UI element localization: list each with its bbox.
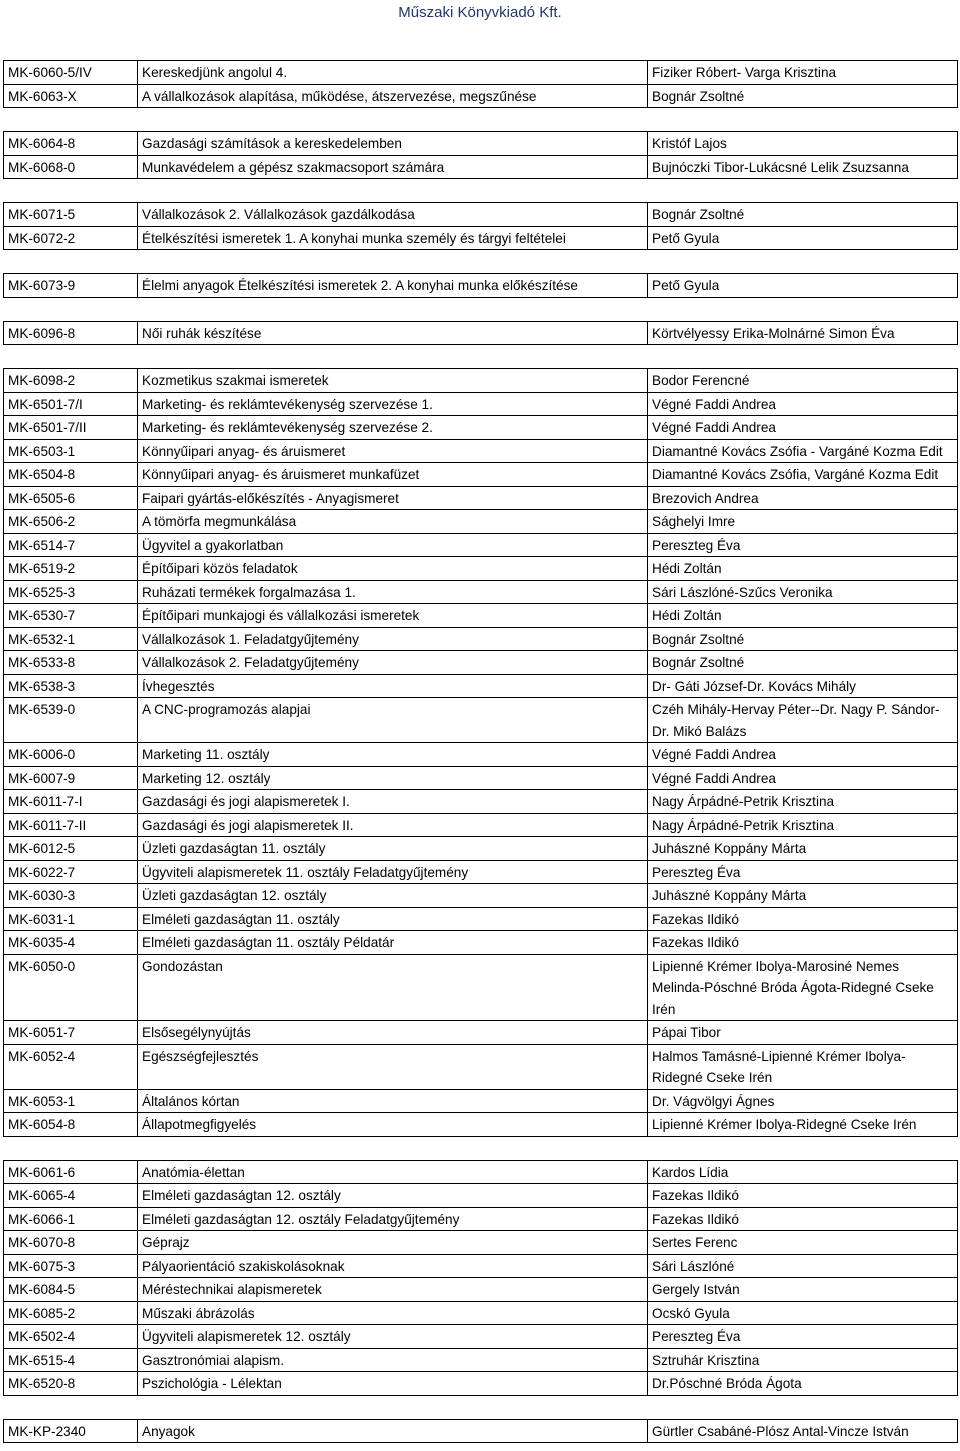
book-author-cell: Nagy Árpádné-Petrik Krisztina: [648, 790, 958, 814]
table-row: [4, 533, 958, 557]
table-row: [4, 907, 958, 931]
table-row: [4, 203, 958, 227]
book-code-cell: MK-6007-9: [4, 766, 138, 790]
book-author-cell: Bognár Zsoltné: [648, 627, 958, 651]
book-author-cell: Pető Gyula: [648, 226, 958, 250]
book-catalog-table: [3, 60, 958, 1443]
book-author-cell: Diamantné Kovács Zsófia - Vargáné Kozma Edit: [648, 439, 958, 463]
book-code-cell: MK-6011-7-II: [4, 813, 138, 837]
table-row: [4, 369, 958, 393]
book-title-cell: Faipari gyártás-előkészítés - Anyagismeret: [138, 486, 648, 510]
table-row: [4, 1278, 958, 1302]
book-author-cell: Lipienné Krémer Ibolya-Ridegné Cseke Irén: [648, 1113, 958, 1137]
book-author-cell: Sághelyi Imre: [648, 510, 958, 534]
table-row: [4, 486, 958, 510]
book-author-cell: Diamantné Kovács Zsófia, Vargáné Kozma Edit: [648, 463, 958, 487]
spacer-cell: [4, 250, 138, 274]
book-title-cell: Gondozástan: [138, 954, 648, 1021]
spacer-cell: [648, 1136, 958, 1160]
spacer-cell: [138, 250, 648, 274]
table-row: [4, 674, 958, 698]
table-row: [4, 321, 958, 345]
book-title-cell: Egészségfejlesztés: [138, 1044, 648, 1089]
table-row: [4, 766, 958, 790]
book-author-cell: Hédi Zoltán: [648, 557, 958, 581]
book-code-cell: MK-6519-2: [4, 557, 138, 581]
book-author-cell: Ocskó Gyula: [648, 1301, 958, 1325]
book-title-cell: Marketing 11. osztály: [138, 743, 648, 767]
book-author-cell: Bognár Zsoltné: [648, 84, 958, 108]
book-title-cell: Építőipari közös feladatok: [138, 557, 648, 581]
spacer-row: [4, 108, 958, 132]
book-code-cell: MK-6065-4: [4, 1184, 138, 1208]
spacer-cell: [138, 1395, 648, 1419]
table-row: [4, 743, 958, 767]
spacer-cell: [648, 250, 958, 274]
spacer-cell: [648, 1395, 958, 1419]
book-code-cell: MK-6085-2: [4, 1301, 138, 1325]
book-title-cell: A tömörfa megmunkálása: [138, 510, 648, 534]
table-row: [4, 790, 958, 814]
table-row: [4, 84, 958, 108]
table-row: [4, 1021, 958, 1045]
book-title-cell: Könnyűipari anyag- és áruismeret munkafüzet: [138, 463, 648, 487]
book-title-cell: Élelmi anyagok Ételkészítési ismeretek 2. A konyhai munka előkészítése: [138, 274, 648, 298]
table-row: [4, 1160, 958, 1184]
book-code-cell: MK-6060-5/IV: [4, 61, 138, 85]
book-code-cell: MK-6073-9: [4, 274, 138, 298]
book-author-cell: Nagy Árpádné-Petrik Krisztina: [648, 813, 958, 837]
book-author-cell: Pápai Tibor: [648, 1021, 958, 1045]
table-row: [4, 698, 958, 743]
book-code-cell: MK-6064-8: [4, 132, 138, 156]
book-code-cell: MK-6053-1: [4, 1089, 138, 1113]
book-code-cell: MK-6502-4: [4, 1325, 138, 1349]
book-code-cell: MK-6098-2: [4, 369, 138, 393]
spacer-cell: [4, 1395, 138, 1419]
book-code-cell: MK-6011-7-I: [4, 790, 138, 814]
table-row: [4, 1419, 958, 1443]
book-author-cell: Sári Lászlóné: [648, 1254, 958, 1278]
book-code-cell: MK-6030-3: [4, 884, 138, 908]
table-row: [4, 604, 958, 628]
book-title-cell: Méréstechnikai alapismeretek: [138, 1278, 648, 1302]
book-code-cell: MK-6520-8: [4, 1372, 138, 1396]
book-title-cell: Marketing- és reklámtevékenység szervezése 2.: [138, 416, 648, 440]
book-code-cell: MK-6075-3: [4, 1254, 138, 1278]
book-code-cell: MK-6501-7/II: [4, 416, 138, 440]
book-author-cell: Fazekas Ildikó: [648, 931, 958, 955]
table-row: [4, 651, 958, 675]
spacer-cell: [648, 108, 958, 132]
book-title-cell: Állapotmegfigyelés: [138, 1113, 648, 1137]
book-code-cell: MK-6506-2: [4, 510, 138, 534]
book-title-cell: Üzleti gazdaságtan 12. osztály: [138, 884, 648, 908]
book-title-cell: Elméleti gazdaságtan 12. osztály: [138, 1184, 648, 1208]
book-code-cell: MK-6066-1: [4, 1207, 138, 1231]
page-header: Műszaki Könyvkiadó Kft.: [398, 4, 562, 21]
book-author-cell: Végné Faddi Andrea: [648, 416, 958, 440]
book-code-cell: MK-6072-2: [4, 226, 138, 250]
book-code-cell: MK-6022-7: [4, 860, 138, 884]
book-author-cell: Bodor Ferencné: [648, 369, 958, 393]
book-code-cell: MK-6539-0: [4, 698, 138, 743]
book-title-cell: Gasztronómiai alapism.: [138, 1348, 648, 1372]
book-author-cell: Brezovich Andrea: [648, 486, 958, 510]
book-author-cell: Lipienné Krémer Ibolya-Marosiné Nemes Melinda-Póschné Bróda Ágota-Ridegné Cseke Irén: [648, 954, 958, 1021]
spacer-row: [4, 1136, 958, 1160]
book-author-cell: Hédi Zoltán: [648, 604, 958, 628]
book-code-cell: MK-6530-7: [4, 604, 138, 628]
book-title-cell: Ügyviteli alapismeretek 12. osztály: [138, 1325, 648, 1349]
book-author-cell: Pető Gyula: [648, 274, 958, 298]
book-code-cell: MK-KP-2340: [4, 1419, 138, 1443]
book-code-cell: MK-6096-8: [4, 321, 138, 345]
book-author-cell: Fazekas Ildikó: [648, 1207, 958, 1231]
table-row: [4, 627, 958, 651]
book-code-cell: MK-6051-7: [4, 1021, 138, 1045]
book-author-cell: Végné Faddi Andrea: [648, 743, 958, 767]
spacer-cell: [4, 108, 138, 132]
book-code-cell: MK-6503-1: [4, 439, 138, 463]
book-author-cell: Dr. Vágvölgyi Ágnes: [648, 1089, 958, 1113]
spacer-cell: [4, 1136, 138, 1160]
table-row: [4, 463, 958, 487]
spacer-cell: [4, 345, 138, 369]
book-author-cell: Czéh Mihály-Hervay Péter--Dr. Nagy P. Sándor-Dr. Mikó Balázs: [648, 698, 958, 743]
book-title-cell: Elméleti gazdaságtan 12. osztály Feladatgyűjtemény: [138, 1207, 648, 1231]
spacer-cell: [138, 1136, 648, 1160]
table-row: [4, 931, 958, 955]
table-row: [4, 813, 958, 837]
spacer-cell: [138, 345, 648, 369]
table-row: [4, 1348, 958, 1372]
book-author-cell: Bognár Zsoltné: [648, 203, 958, 227]
book-title-cell: Általános kórtan: [138, 1089, 648, 1113]
table-row: [4, 1372, 958, 1396]
table-row: [4, 1089, 958, 1113]
book-title-cell: Gazdasági számítások a kereskedelemben: [138, 132, 648, 156]
book-title-cell: Üzleti gazdaságtan 11. osztály: [138, 837, 648, 861]
book-author-cell: Bujnóczki Tibor-Lukácsné Lelik Zsuzsanna: [648, 155, 958, 179]
table-row: [4, 580, 958, 604]
book-title-cell: Vállalkozások 1. Feladatgyűjtemény: [138, 627, 648, 651]
table-row: [4, 510, 958, 534]
book-author-cell: Kristóf Lajos: [648, 132, 958, 156]
spacer-cell: [138, 108, 648, 132]
spacer-cell: [138, 179, 648, 203]
book-title-cell: Ruházati termékek forgalmazása 1.: [138, 580, 648, 604]
book-code-cell: MK-6035-4: [4, 931, 138, 955]
book-author-cell: Kardos Lídia: [648, 1160, 958, 1184]
book-title-cell: Ügyvitel a gyakorlatban: [138, 533, 648, 557]
book-title-cell: Vállalkozások 2. Feladatgyűjtemény: [138, 651, 648, 675]
book-code-cell: MK-6063-X: [4, 84, 138, 108]
table-row: [4, 1207, 958, 1231]
book-title-cell: Géprajz: [138, 1231, 648, 1255]
table-row: [4, 61, 958, 85]
book-author-cell: Halmos Tamásné-Lipienné Krémer Ibolya-Ridegné Cseke Irén: [648, 1044, 958, 1089]
table-row: [4, 1231, 958, 1255]
book-title-cell: Elsősegélynyújtás: [138, 1021, 648, 1045]
book-title-cell: Gazdasági és jogi alapismeretek I.: [138, 790, 648, 814]
book-title-cell: Marketing- és reklámtevékenység szervezése 1.: [138, 392, 648, 416]
book-code-cell: MK-6533-8: [4, 651, 138, 675]
book-title-cell: Vállalkozások 2. Vállalkozások gazdálkodása: [138, 203, 648, 227]
spacer-row: [4, 1395, 958, 1419]
table-row: [4, 392, 958, 416]
book-code-cell: MK-6525-3: [4, 580, 138, 604]
book-code-cell: MK-6012-5: [4, 837, 138, 861]
book-author-cell: Gürtler Csabáné-Plósz Antal-Vincze István: [648, 1419, 958, 1443]
book-author-cell: Végné Faddi Andrea: [648, 766, 958, 790]
book-title-cell: Anatómia-élettan: [138, 1160, 648, 1184]
book-author-cell: Dr- Gáti József-Dr. Kovács Mihály: [648, 674, 958, 698]
book-title-cell: Munkavédelem a gépész szakmacsoport számára: [138, 155, 648, 179]
book-code-cell: MK-6071-5: [4, 203, 138, 227]
table-row: [4, 416, 958, 440]
book-code-cell: MK-6514-7: [4, 533, 138, 557]
spacer-cell: [648, 297, 958, 321]
spacer-row: [4, 250, 958, 274]
book-title-cell: Műszaki ábrázolás: [138, 1301, 648, 1325]
book-code-cell: MK-6515-4: [4, 1348, 138, 1372]
table-row: [4, 132, 958, 156]
table-row: [4, 1325, 958, 1349]
book-author-cell: Juhászné Koppány Márta: [648, 837, 958, 861]
spacer-row: [4, 297, 958, 321]
book-title-cell: Kozmetikus szakmai ismeretek: [138, 369, 648, 393]
book-author-cell: Sertes Ferenc: [648, 1231, 958, 1255]
book-title-cell: Elméleti gazdaságtan 11. osztály Példatár: [138, 931, 648, 955]
book-code-cell: MK-6084-5: [4, 1278, 138, 1302]
book-author-cell: Körtvélyessy Erika-Molnárné Simon Éva: [648, 321, 958, 345]
table-row: [4, 1113, 958, 1137]
book-author-cell: Fiziker Róbert- Varga Krisztina: [648, 61, 958, 85]
book-code-cell: MK-6532-1: [4, 627, 138, 651]
book-title-cell: Pszichológia - Lélektan: [138, 1372, 648, 1396]
book-title-cell: Kereskedjünk angolul 4.: [138, 61, 648, 85]
book-title-cell: Ügyviteli alapismeretek 11. osztály Feladatgyűjtemény: [138, 860, 648, 884]
book-author-cell: Sztruhár Krisztina: [648, 1348, 958, 1372]
book-title-cell: Ívhegesztés: [138, 674, 648, 698]
book-title-cell: Anyagok: [138, 1419, 648, 1443]
book-code-cell: MK-6050-0: [4, 954, 138, 1021]
book-author-cell: Sári Lászlóné-Szűcs Veronika: [648, 580, 958, 604]
table-row: [4, 954, 958, 1021]
book-title-cell: Pályaorientáció szakiskolásoknak: [138, 1254, 648, 1278]
book-code-cell: MK-6006-0: [4, 743, 138, 767]
spacer-row: [4, 179, 958, 203]
book-author-cell: Dr.Póschné Bróda Ágota: [648, 1372, 958, 1396]
book-author-cell: Fazekas Ildikó: [648, 1184, 958, 1208]
book-code-cell: MK-6031-1: [4, 907, 138, 931]
book-code-cell: MK-6054-8: [4, 1113, 138, 1137]
table-row: [4, 439, 958, 463]
table-row: [4, 837, 958, 861]
book-title-cell: Ételkészítési ismeretek 1. A konyhai munka személy és tárgyi feltételei: [138, 226, 648, 250]
spacer-cell: [4, 297, 138, 321]
book-code-cell: MK-6052-4: [4, 1044, 138, 1089]
book-author-cell: Bognár Zsoltné: [648, 651, 958, 675]
book-code-cell: MK-6070-8: [4, 1231, 138, 1255]
spacer-cell: [138, 297, 648, 321]
table-row: [4, 1184, 958, 1208]
table-row: [4, 1044, 958, 1089]
book-title-cell: A vállalkozások alapítása, működése, átszervezése, megszűnése: [138, 84, 648, 108]
book-title-cell: Női ruhák készítése: [138, 321, 648, 345]
book-author-cell: Juhászné Koppány Márta: [648, 884, 958, 908]
book-title-cell: Gazdasági és jogi alapismeretek II.: [138, 813, 648, 837]
table-row: [4, 226, 958, 250]
book-author-cell: Pereszteg Éva: [648, 1325, 958, 1349]
table-row: [4, 1301, 958, 1325]
book-author-cell: Gergely István: [648, 1278, 958, 1302]
table-row: [4, 557, 958, 581]
book-code-cell: MK-6501-7/I: [4, 392, 138, 416]
book-code-cell: MK-6504-8: [4, 463, 138, 487]
book-title-cell: Könnyűipari anyag- és áruismeret: [138, 439, 648, 463]
book-code-cell: MK-6068-0: [4, 155, 138, 179]
book-title-cell: Elméleti gazdaságtan 11. osztály: [138, 907, 648, 931]
table-row: [4, 155, 958, 179]
book-author-cell: Végné Faddi Andrea: [648, 392, 958, 416]
table-row: [4, 274, 958, 298]
book-code-cell: MK-6538-3: [4, 674, 138, 698]
table-row: [4, 860, 958, 884]
catalog-body: [4, 61, 958, 1443]
spacer-cell: [648, 345, 958, 369]
book-author-cell: Fazekas Ildikó: [648, 907, 958, 931]
book-title-cell: A CNC-programozás alapjai: [138, 698, 648, 743]
book-code-cell: MK-6505-6: [4, 486, 138, 510]
spacer-cell: [4, 179, 138, 203]
book-code-cell: MK-6061-6: [4, 1160, 138, 1184]
table-row: [4, 1254, 958, 1278]
book-title-cell: Marketing 12. osztály: [138, 766, 648, 790]
book-author-cell: Pereszteg Éva: [648, 860, 958, 884]
table-row: [4, 884, 958, 908]
spacer-row: [4, 345, 958, 369]
book-title-cell: Építőipari munkajogi és vállalkozási ismeretek: [138, 604, 648, 628]
book-author-cell: Pereszteg Éva: [648, 533, 958, 557]
spacer-cell: [648, 179, 958, 203]
